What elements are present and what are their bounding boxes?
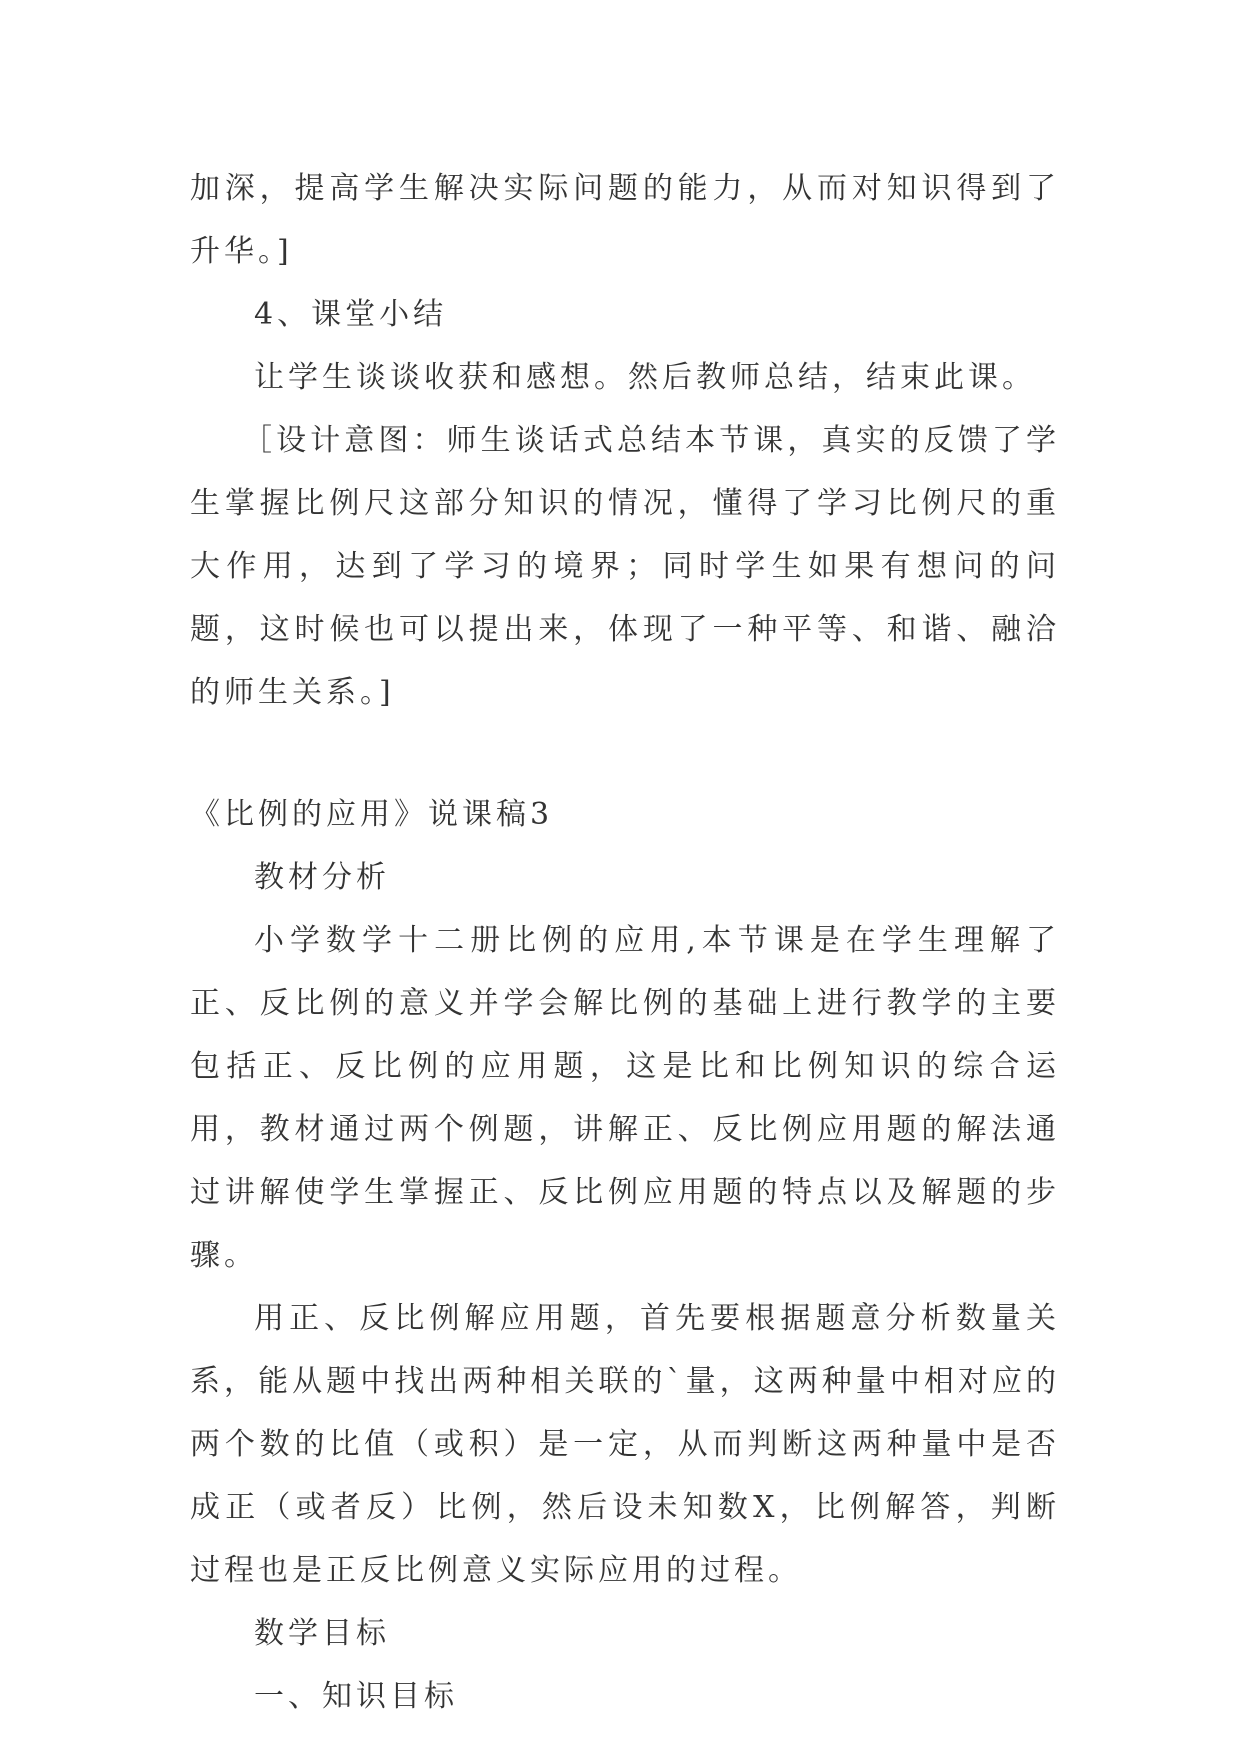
section-heading-class-summary: 4、课堂小结 — [254, 297, 448, 332]
section-heading-knowledge-goals: 一、知识目标 — [254, 1679, 458, 1714]
document-body — [190, 157, 1060, 1728]
document-title: 《比例的应用》说课稿3 — [190, 797, 554, 832]
section-heading-teaching-goals: 数学目标 — [254, 1616, 390, 1651]
section-heading-textbook-analysis: 教材分析 — [254, 860, 390, 895]
paragraph-class-summary: 让学生谈谈收获和感想。然后教师总结，结束此课。 — [254, 360, 1036, 395]
paragraph-continuation: 加深，提高学生解决实际问题的能力，从而对知识得到了升华。] — [190, 171, 1060, 269]
paragraph-solving-method: 用正、反比例解应用题，首先要根据题意分析数量关系，能从题中找出两种相关联的`量，这两种量中相对应的两个数的比值（或积）是一定，从而判断这两种量中是否成正（或者反）比例，然后设未知数X，比例解答，判断过程也是正反比例意义实际应用的过程。 — [190, 1301, 1060, 1588]
paragraph-textbook-analysis: 小学数学十二册比例的应用,本节课是在学生理解了正、反比例的意义并学会解比例的基础上进行教学的主要包括正、反比例的应用题，这是比和比例知识的综合运用，教材通过两个例题，讲解正、反比例应用题的解法通过讲解使学生掌握正、反比例应用题的特点以及解题的步骤。 — [190, 923, 1060, 1273]
paragraph-design-intent: ［设计意图：师生谈话式总结本节课，真实的反馈了学生掌握比例尺这部分知识的情况，懂得了学习比例尺的重大作用，达到了学习的境界；同时学生如果有想问的问题，这时候也可以提出来，体现了一种平等、和谐、融洽的师生关系。] — [190, 423, 1060, 710]
